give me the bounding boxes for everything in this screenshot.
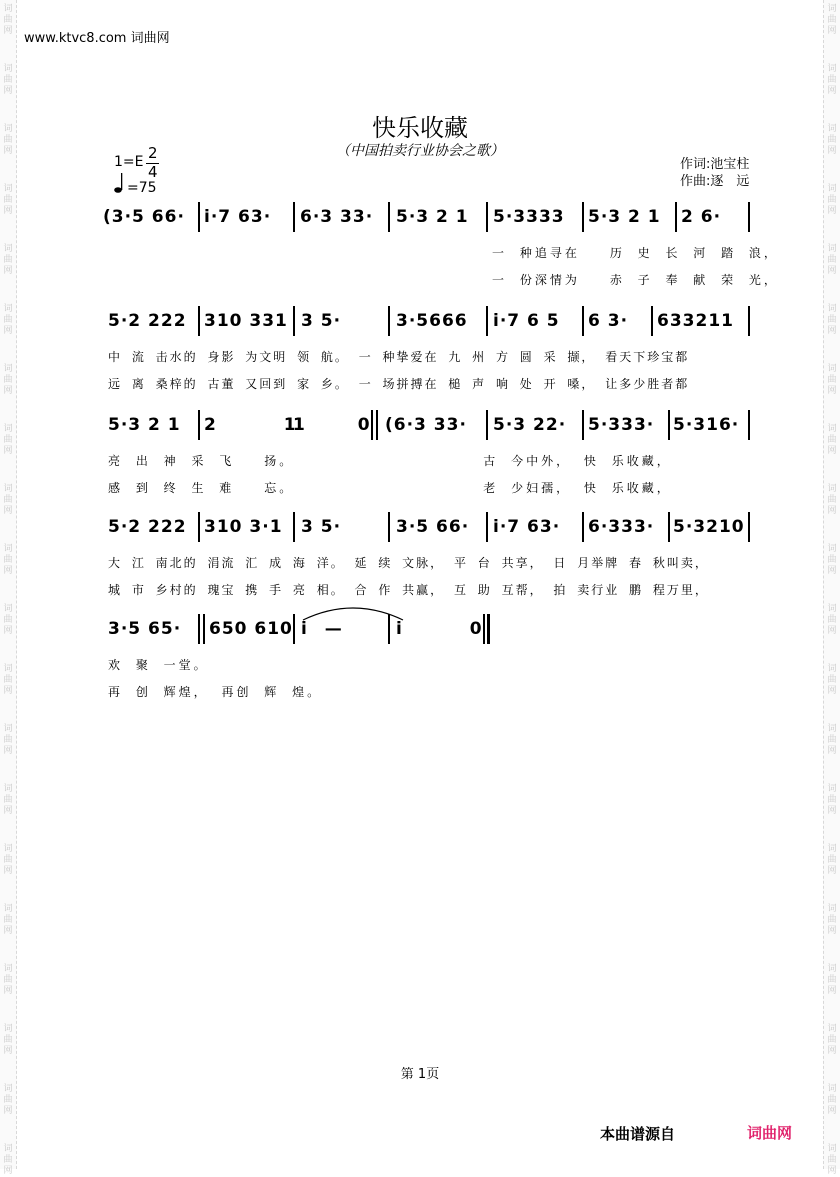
repeat-barline <box>371 410 373 440</box>
lyrics-verse-1-line: 大 江 南北的 涓流 汇 成 海 洋。 延 续 文脉， 平 台 共享， 日 月举牌 春 秋叫卖， <box>108 556 709 570</box>
barline <box>486 410 488 440</box>
left-margin-strip <box>0 0 17 1176</box>
measure: 3 5· <box>301 311 342 331</box>
measure: 3 5· <box>301 517 342 537</box>
lyricist-credit: 作词:池宝柱 <box>680 157 750 172</box>
measure: 5·2 222 <box>108 311 187 331</box>
watermark-mark: 词 曲 网 <box>827 1024 837 1056</box>
watermark-mark: 词 曲 网 <box>3 784 13 816</box>
lyrics-verse-2-line: 一 份深情为 赤 子 奉 献 荣 光， <box>492 273 779 287</box>
watermark-mark: 词 曲 网 <box>827 364 837 396</box>
barline <box>198 512 200 542</box>
watermark-mark: 词 曲 网 <box>827 1144 837 1176</box>
measure: 6 3· <box>588 311 629 331</box>
measure: 3·5 65· <box>108 619 182 639</box>
tempo-marking: =75 <box>127 180 157 196</box>
measure: 650 610 <box>209 619 293 639</box>
barline <box>651 306 653 336</box>
measure: i·7 63· <box>493 517 561 537</box>
site-url[interactable]: www.ktvc8.com 词曲网 <box>24 31 170 46</box>
measure: i — <box>301 619 343 639</box>
watermark-mark: 词 曲 网 <box>3 964 13 996</box>
barline <box>582 202 584 232</box>
barline <box>748 306 750 336</box>
lyrics-verse-2-line: 感 到 终 生 难 忘。 老 少妇孺， 快 乐收藏， <box>108 481 672 495</box>
score-system-5 <box>103 618 503 644</box>
barline <box>198 202 200 232</box>
barline <box>293 306 295 336</box>
barline <box>675 202 677 232</box>
time-signature-numerator: 2 <box>148 144 158 162</box>
measure: 2 1 <box>204 415 297 435</box>
barline <box>486 512 488 542</box>
watermark-mark: 词 曲 网 <box>827 304 837 336</box>
lyrics-verse-2-line: 远 离 桑梓的 古董 又回到 家 乡。 一 场拼搏在 槌 声 响 处 开 嗓， 让多少胜者都 <box>108 377 690 391</box>
measure: 5·3210 <box>673 517 745 537</box>
watermark-mark: 词 曲 网 <box>3 724 13 756</box>
barline <box>388 614 390 644</box>
key-signature: 1=E <box>114 154 144 170</box>
barline <box>293 614 295 644</box>
watermark-mark: 词 曲 网 <box>827 184 837 216</box>
measure: 3·5666 <box>396 311 468 331</box>
measure: 6·3 33· <box>300 207 374 227</box>
barline <box>388 202 390 232</box>
score-system-1 <box>103 206 753 232</box>
barline <box>748 410 750 440</box>
watermark-mark: 词 曲 网 <box>3 1144 13 1176</box>
measure: 2 6· <box>681 207 722 227</box>
measure: 310 331 <box>204 311 288 331</box>
barline <box>486 306 488 336</box>
source-logo[interactable]: 词曲网 <box>747 1124 793 1142</box>
measure: 310 3·1 <box>204 517 283 537</box>
barline <box>582 306 584 336</box>
source-note: 本曲谱源自 <box>600 1125 676 1143</box>
watermark-mark: 词 曲 网 <box>3 604 13 636</box>
page-number: 第 1页 <box>400 1067 440 1082</box>
score-system-2 <box>103 310 753 336</box>
measure: 5·3 2 1 <box>588 207 661 227</box>
watermark-mark: 词 曲 网 <box>3 484 13 516</box>
watermark-mark: 词 曲 网 <box>827 724 837 756</box>
measure: i 0 <box>396 619 483 639</box>
measure: 5·3333 <box>493 207 565 227</box>
score-system-4 <box>103 516 753 542</box>
measure: 5·3 2 1 <box>396 207 469 227</box>
measure: 3·5 66· <box>396 517 470 537</box>
watermark-mark: 词 曲 网 <box>827 604 837 636</box>
measure: (3·5 66· <box>103 207 185 227</box>
measure: 6·333· <box>588 517 655 537</box>
watermark-mark: 词 曲 网 <box>3 424 13 456</box>
watermark-mark: 词 曲 网 <box>3 844 13 876</box>
barline <box>668 512 670 542</box>
measure: (6·3 33· <box>385 415 467 435</box>
watermark-mark: 词 曲 网 <box>827 124 837 156</box>
watermark-mark: 词 曲 网 <box>3 364 13 396</box>
watermark-mark: 词 曲 网 <box>827 544 837 576</box>
final-barline <box>487 614 490 644</box>
barline <box>293 512 295 542</box>
watermark-mark: 词 曲 网 <box>827 4 837 36</box>
watermark-mark: 词 曲 网 <box>3 1024 13 1056</box>
measure: i·7 6 5 <box>493 311 560 331</box>
measure: 5·3 22· <box>493 415 567 435</box>
watermark-mark: 词 曲 网 <box>3 1084 13 1116</box>
barline <box>293 202 295 232</box>
lyrics-verse-2-line: 再 创 辉煌， 再创 辉 煌。 <box>108 685 323 699</box>
watermark-mark: 词 曲 网 <box>3 184 13 216</box>
watermark-mark: 词 曲 网 <box>827 964 837 996</box>
watermark-mark: 词 曲 网 <box>3 124 13 156</box>
song-title: 快乐收藏 <box>372 114 468 142</box>
composer-credit: 作曲:逐 远 <box>680 174 750 189</box>
right-margin-strip <box>823 0 840 1176</box>
quarter-note-icon <box>114 172 123 194</box>
barline <box>668 410 670 440</box>
watermark-mark: 词 曲 网 <box>827 1084 837 1116</box>
lyrics-verse-1-line: 一 种追寻在 历 史 长 河 踏 浪， <box>492 246 779 260</box>
lyrics-verse-2-line: 城 市 乡村的 瑰宝 携 手 亮 相。 合 作 共赢， 互 助 互帮， 拍 卖行业 鹏 程万里， <box>108 583 709 597</box>
repeat-barline <box>376 410 378 440</box>
measure: i·7 63· <box>204 207 272 227</box>
measure: 1 0 <box>293 415 371 435</box>
barline <box>582 512 584 542</box>
watermark-mark: 词 曲 网 <box>827 424 837 456</box>
final-barline <box>483 614 485 644</box>
measure: 633211 <box>657 311 734 331</box>
measure: 5·2 222 <box>108 517 187 537</box>
lyrics-verse-1-line: 欢 聚 一堂。 <box>108 658 209 672</box>
watermark-mark: 词 曲 网 <box>827 784 837 816</box>
barline <box>388 306 390 336</box>
watermark-mark: 词 曲 网 <box>827 664 837 696</box>
time-signature-denominator: 4 <box>148 163 158 181</box>
repeat-barline <box>198 614 200 644</box>
watermark-mark: 词 曲 网 <box>3 244 13 276</box>
barline <box>582 410 584 440</box>
watermark-mark: 词 曲 网 <box>3 904 13 936</box>
watermark-mark: 词 曲 网 <box>827 904 837 936</box>
measure: 5·333· <box>588 415 655 435</box>
watermark-mark: 词 曲 网 <box>827 844 837 876</box>
song-subtitle: （中国拍卖行业协会之歌） <box>336 143 504 159</box>
measure: 5·3 2 1 <box>108 415 181 435</box>
watermark-mark: 词 曲 网 <box>827 244 837 276</box>
barline <box>748 202 750 232</box>
lyrics-verse-1-line: 亮 出 神 采 飞 扬。 古 今中外， 快 乐收藏， <box>108 454 672 468</box>
barline <box>388 512 390 542</box>
watermark-mark: 词 曲 网 <box>3 64 13 96</box>
repeat-barline <box>203 614 205 644</box>
watermark-mark: 词 曲 网 <box>827 64 837 96</box>
watermark-mark: 词 曲 网 <box>827 484 837 516</box>
watermark-mark: 词 曲 网 <box>3 544 13 576</box>
watermark-mark: 词 曲 网 <box>3 304 13 336</box>
score-system-3 <box>103 414 753 440</box>
watermark-mark: 词 曲 网 <box>3 664 13 696</box>
measure: 5·316· <box>673 415 740 435</box>
watermark-mark: 词 曲 网 <box>3 4 13 36</box>
lyrics-verse-1-line: 中 流 击水的 身影 为文明 领 航。 一 种挚爱在 九 州 方 圆 采 撷， 看天下珍宝都 <box>108 350 690 364</box>
barline <box>486 202 488 232</box>
barline <box>198 306 200 336</box>
barline <box>198 410 200 440</box>
barline <box>748 512 750 542</box>
